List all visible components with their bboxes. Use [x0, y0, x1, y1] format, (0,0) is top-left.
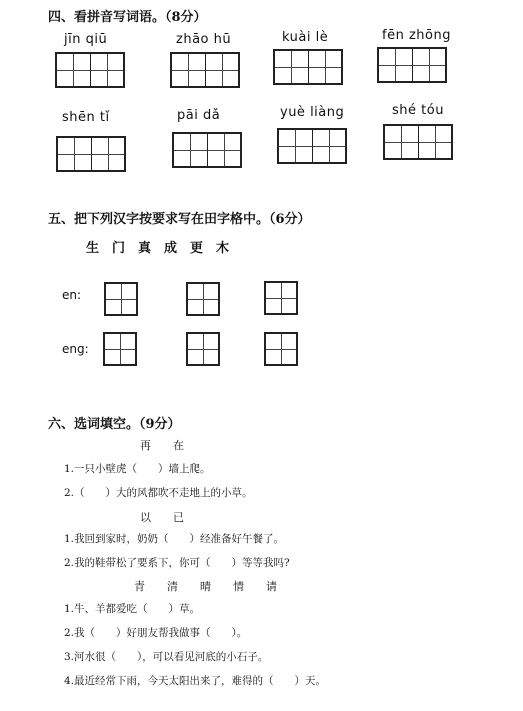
label-eng: eng: — [62, 342, 89, 356]
answer-grid-7[interactable] — [277, 128, 347, 164]
answer-grid-2[interactable] — [170, 52, 240, 88]
answer-grid-3[interactable] — [273, 49, 343, 85]
question-7: 3.河水很（ ），可以看见河底的小石子。 — [64, 651, 269, 663]
pinyin-7: yuè liàng — [280, 105, 345, 120]
pinyin-3: kuài lè — [282, 30, 329, 45]
answer-grid-4[interactable] — [377, 47, 447, 83]
word-group-1: 再 在 — [140, 439, 184, 452]
pinyin-8: shé tóu — [392, 103, 444, 118]
pinyin-2: zhāo hū — [176, 32, 232, 47]
eng-grid-2[interactable] — [186, 332, 220, 366]
eng-grid-3[interactable] — [264, 332, 298, 366]
answer-grid-6[interactable] — [172, 132, 242, 168]
question-8: 4.最近经常下雨，今天太阳出来了，难得的（ ）天。 — [64, 675, 327, 687]
question-4: 2.我的鞋带松了要系下，你可（ ）等等我吗? — [64, 557, 290, 569]
section-5-title: 五、把下列汉字按要求写在田字格中。（6分） — [48, 212, 311, 227]
pinyin-1: jīn qiū — [64, 32, 108, 47]
pinyin-5: shēn tǐ — [62, 110, 110, 125]
en-grid-3[interactable] — [264, 281, 298, 315]
label-en: en: — [62, 288, 82, 302]
pinyin-6: pāi dǎ — [177, 108, 221, 123]
question-2: 2.（ ）大的风都吹不走地上的小草。 — [64, 487, 253, 499]
question-1: 1.一只小壁虎（ ）墙上爬。 — [64, 463, 211, 475]
eng-grid-1[interactable] — [103, 332, 137, 366]
answer-grid-5[interactable] — [56, 136, 126, 172]
question-5: 1.牛、羊都爱吃（ ）草。 — [64, 603, 201, 615]
section-4-title: 四、看拼音写词语。（8分） — [48, 10, 207, 25]
section-6-title: 六、选词填空。（9分） — [48, 417, 181, 432]
question-3: 1.我回到家时，奶奶（ ）经准备好午餐了。 — [64, 533, 285, 545]
word-group-2: 以 已 — [140, 511, 184, 524]
question-6: 2.我（ ）好朋友帮我做事（ ）。 — [64, 627, 248, 639]
en-grid-2[interactable] — [186, 282, 220, 316]
pinyin-4: fēn zhōng — [382, 28, 451, 43]
en-grid-1[interactable] — [104, 282, 138, 316]
answer-grid-1[interactable] — [55, 52, 125, 88]
word-group-3: 青 清 晴 情 请 — [134, 580, 277, 593]
character-list: 生 门 真 成 更 木 — [86, 241, 230, 256]
answer-grid-8[interactable] — [383, 124, 453, 160]
